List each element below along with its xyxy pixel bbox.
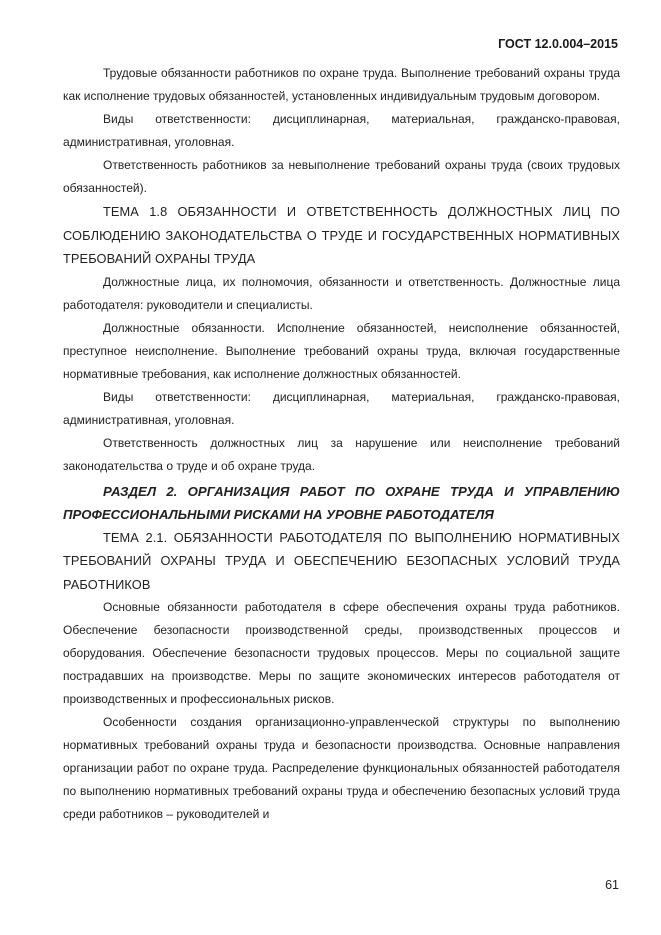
paragraph: Основные обязанности работодателя в сфере обеспечения охраны труда работников. Обеспечение безопасности производственной среды, производственных процессов и оборудования. Обеспечение безопасности трудовых процессов. Меры по социальной защите пострадавших на производстве. Меры по защите экономических интересов работодателя от производственных и профессиональных рисков. bbox=[63, 600, 620, 706]
paragraph: Ответственность должностных лиц за нарушение или неисполнение требований законодательства о труде и об охране труда. bbox=[63, 435, 620, 473]
paragraph: Особенности создания организационно-управленческой структуры по выполнению нормативных требований охраны труда и безопасности производства. Основные направления организации работ по охране труда. Распределение функциональных обязанностей работодателя по выполнению нормативных требований охраны труда и обеспечению безопасных условий труда среди работников – руководителей и bbox=[63, 715, 620, 821]
paragraph: Виды ответственности: дисциплинарная, материальная, гражданско-правовая, административная, уголовная. bbox=[63, 112, 620, 149]
paragraph: Виды ответственности: дисциплинарная, материальная, гражданско-правовая, административная, уголовная. bbox=[63, 389, 620, 427]
topic-heading: ТЕМА 2.1. ОБЯЗАННОСТИ РАБОТОДАТЕЛЯ ПО ВЫПОЛНЕНИЮ НОРМАТИВНЫХ ТРЕБОВАНИЙ ОХРАНЫ ТРУДА И ОБЕСПЕЧЕНИЮ БЕЗОПАСНЫХ УСЛОВИЙ ТРУДА РАБОТНИКОВ bbox=[63, 529, 620, 592]
topic-heading: ТЕМА 1.8 ОБЯЗАННОСТИ И ОТВЕТСТВЕННОСТЬ ДОЛЖНОСТНЫХ ЛИЦ ПО СОБЛЮДЕНИЮ ЗАКОНОДАТЕЛЬСТВА О ТРУДЕ И ГОСУДАРСТВЕННЫХ НОРМАТИВНЫХ ТРЕБОВАНИЙ ОХРАНЫ ТРУДА bbox=[63, 204, 620, 266]
section-heading: РАЗДЕЛ 2. ОРГАНИЗАЦИЯ РАБОТ ПО ОХРАНЕ ТРУДА И УПРАВЛЕНИЮ ПРОФЕССИОНАЛЬНЫМИ РИСКАМИ НА УРОВНЕ РАБОТОДАТЕЛЯ bbox=[63, 483, 620, 522]
paragraph: Должностные лица, их полномочия, обязанности и ответственность. Должностные лица работодателя: руководители и специалисты. bbox=[63, 274, 620, 312]
paragraph: Должностные обязанности. Исполнение обязанностей, неисполнение обязанностей, преступное неисполнение. Выполнение требований охраны труда, включая государственные нормативные требования, как исполнение должностных обязанностей. bbox=[63, 320, 620, 381]
page-number: 61 bbox=[605, 878, 619, 892]
paragraph: Ответственность работников за невыполнение требований охраны труда (своих трудовых обязанностей). bbox=[63, 158, 620, 195]
document-code: ГОСТ 12.0.004–2015 bbox=[498, 37, 618, 51]
body-text bbox=[63, 62, 620, 826]
paragraph: Трудовые обязанности работников по охране труда. Выполнение требований охраны труда как исполнение трудовых обязанностей, установленных индивидуальным трудовым договором. bbox=[63, 66, 620, 103]
